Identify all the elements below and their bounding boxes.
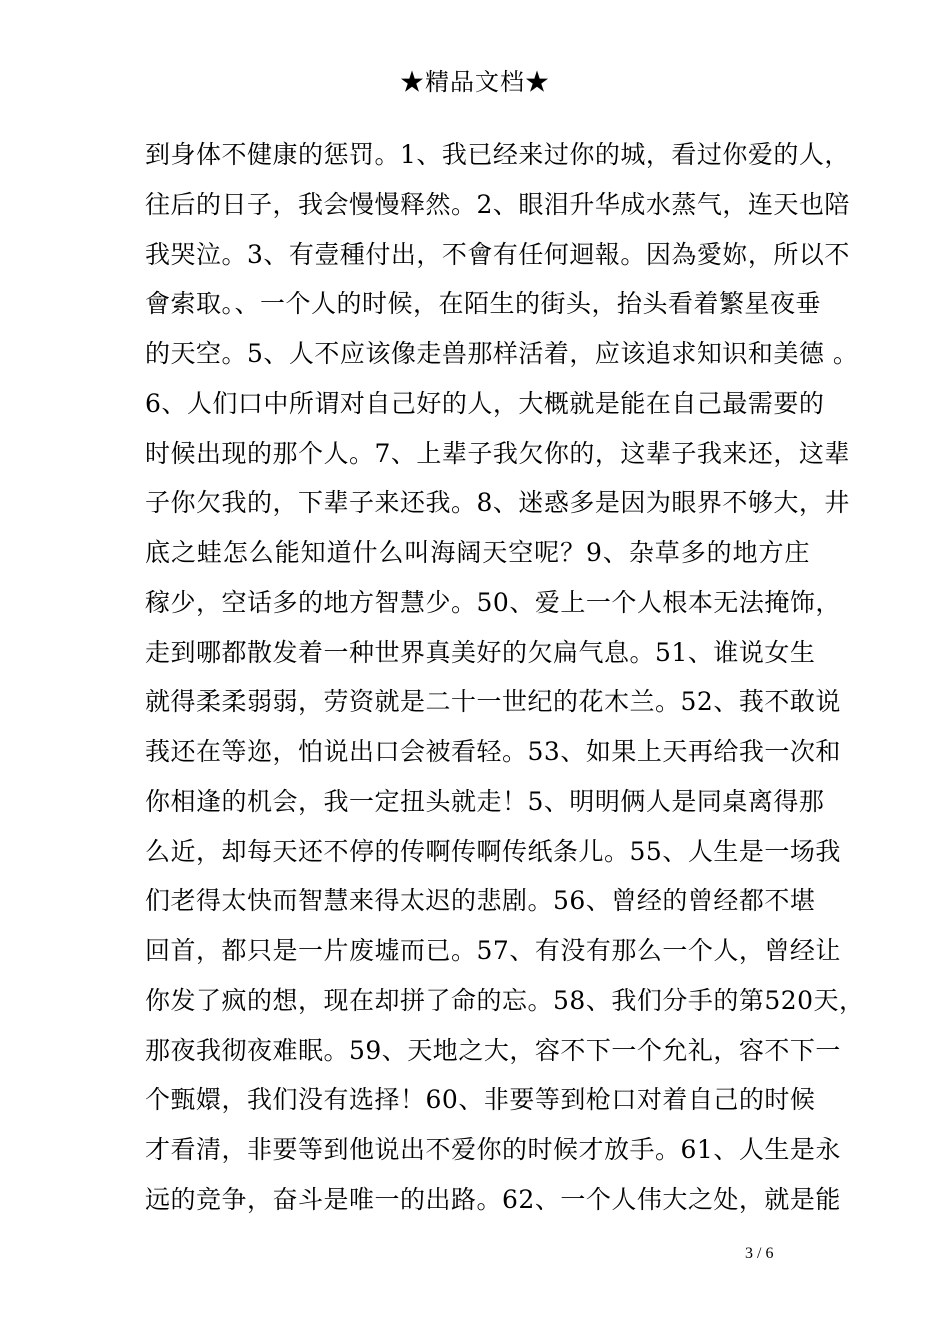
text-line: 么近，却每天还不停的传啊传啊传纸条儿。55、人生是一场我 xyxy=(145,836,841,866)
text-line: 时候出现的那个人。7、上辈子我欠你的，这辈子我来还，这辈 xyxy=(145,438,850,468)
text-line: 那夜我彻夜难眠。59、天地之大，容不下一个允礼，容不下一 xyxy=(145,1035,841,1065)
text-line: 的天空。5、人不应该像走兽那样活着，应该追求知识和美德 。 xyxy=(145,339,859,368)
text-line: 你发了疯的想，现在却拼了命的忘。58、我们分手的第520天， xyxy=(145,985,865,1015)
text-line: 们老得太快而智慧来得太迟的悲剧。56、曾经的曾经都不堪 xyxy=(145,886,816,916)
text-line: 个甄嬛，我们没有选择！60、非要等到枪口对着自己的时候 xyxy=(145,1085,816,1115)
text-line: 到身体不健康的惩罚。1、我已经来过你的城，看过你爱的人， xyxy=(145,140,850,169)
text-line: 會索取。、一个人的时候，在陌生的街头，抬头看着繁星夜垂 xyxy=(145,289,822,319)
text-line: 稼少，空话多的地方智慧少。50、爱上一个人根本无法掩饰， xyxy=(145,587,841,617)
text-line: 走到哪都散发着一种世界真美好的欠扁气息。51、谁说女生 xyxy=(145,637,816,667)
page-number: 3 / 6 xyxy=(745,1245,774,1262)
text-line: 就得柔柔弱弱，劳资就是二十一世纪的花木兰。52、莪不敢说 xyxy=(145,687,841,717)
text-line: 你相逢的机会，我一定扭头就走！5、明明俩人是同桌离得那 xyxy=(145,786,825,816)
page-header-title: ★精品文档★ xyxy=(400,68,550,96)
text-line: 才看清，非要等到他说出不爱你的时候才放手。61、人生是永 xyxy=(145,1135,841,1164)
text-line: 底之蛙怎么能知道什么叫海阔天空呢？9、杂草多的地方庄 xyxy=(145,538,810,567)
text-line: 莪还在等迩，怕说出口会被看轻。53、如果上天再给我一次和 xyxy=(145,737,841,766)
text-line: 我哭泣。3、有壹種付出，不會有任何迴報。因為愛妳，所以不 xyxy=(145,239,850,269)
text-line: 往后的日子，我会慢慢释然。2、眼泪升华成水蒸气，连天也陪 xyxy=(145,189,850,219)
document-body xyxy=(145,130,865,1225)
text-line: 子你欠我的，下辈子来还我。8、迷惑多是因为眼界不够大，井 xyxy=(145,488,850,518)
text-line: 回首，都只是一片废墟而已。57、有没有那么一个人，曾经让 xyxy=(145,936,841,965)
text-line: 6、人们口中所谓对自己好的人，大概就是能在自己最需要的 xyxy=(145,388,825,418)
text-line: 远的竞争，奋斗是唯一的出路。62、一个人伟大之处，就是能 xyxy=(145,1184,841,1214)
